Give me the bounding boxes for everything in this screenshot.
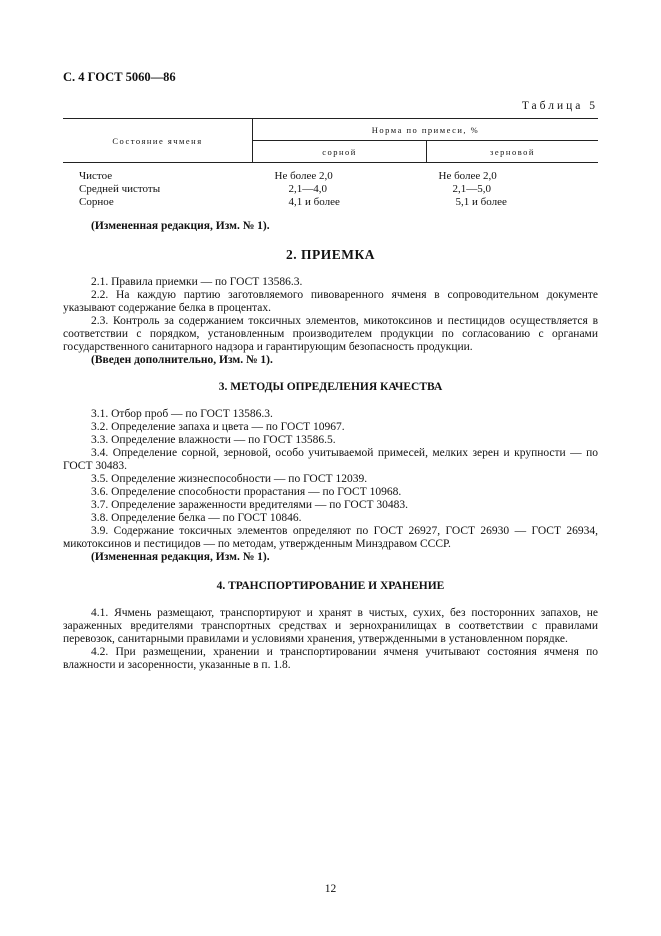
list-item: 3.5. Определение жизнеспособности — по ГОСТ 12039.: [91, 473, 368, 485]
header-norm: Норма по примеси, %: [253, 119, 599, 141]
page-header: С. 4 ГОСТ 5060—86: [63, 70, 176, 84]
cell-state: Средней чистоты: [79, 183, 161, 195]
table-impurity-norms: [63, 118, 598, 209]
cell-grain: 2,1—5,0: [452, 183, 491, 195]
table-row: [63, 163, 598, 184]
paragraph: 4.1. Ячмень размещают, транспортируют и хранят в чистых, сухих, без посторонних запахов, не зараженных вредителями транспортных средствах и зернохранилищах в соответствии с правилами перевозок, санитарными правилами и условиями хранения, утвержденными в установленном порядке.: [63, 607, 598, 645]
paragraph: 2.1. Правила приемки — по ГОСТ 13586.3.: [91, 276, 303, 288]
amendment-note: (Введен дополнительно, Изм. № 1).: [91, 354, 273, 366]
list-item: 3.2. Определение запаха и цвета — по ГОСТ 10967.: [91, 421, 345, 433]
list-item: 3.6. Определение способности прорастания — по ГОСТ 10968.: [91, 486, 402, 498]
paragraph: 2.3. Контроль за содержанием токсичных элементов, микотоксинов и пестицидов осуществляется в соответствии с порядком, установленным производителем продукции по согласованию с органами государственного санитарного надзора и гарантирующим безопасность продукции.: [63, 315, 598, 353]
list-item: 3.8. Определение белка — по ГОСТ 10846.: [91, 512, 302, 524]
paragraph: 4.2. При размещении, хранении и транспортировании ячменя учитывают состояния ячменя по влажности и засоренности, указанные в п. 1.8.: [63, 646, 598, 671]
list-item: 3.9. Содержание токсичных элементов определяют по ГОСТ 26927, ГОСТ 26930 — ГОСТ 26934, микотоксинов и пестицидов — по методам, утвержденным Минздравом СССР.: [63, 525, 598, 550]
section-title-methods: 3. МЕТОДЫ ОПРЕДЕЛЕНИЯ КАЧЕСТВА: [218, 381, 443, 393]
amendment-note: (Измененная редакция, Изм. № 1).: [91, 220, 270, 232]
list-item: 3.7. Определение зараженности вредителями — по ГОСТ 30483.: [91, 499, 409, 511]
cell-state: Сорное: [79, 196, 114, 208]
list-item: 3.3. Определение влажности — по ГОСТ 13586.5.: [91, 434, 336, 446]
page-number: 12: [324, 883, 337, 895]
header-weed: сорной: [253, 141, 427, 163]
cell-grain: 5,1 и более: [455, 196, 507, 208]
table-row: [63, 183, 598, 196]
amendment-note: (Измененная редакция, Изм. № 1).: [91, 551, 270, 563]
list-item: 3.1. Отбор проб — по ГОСТ 13586.3.: [91, 408, 273, 420]
paragraph: 2.2. На каждую партию заготовляемого пивоваренного ячменя в сопроводительном документе указывают содержание белка в процентах.: [63, 289, 598, 314]
header-state: Состояние ячменя: [63, 119, 253, 163]
cell-state: Чистое: [79, 170, 113, 182]
table-row: [63, 196, 598, 209]
cell-grain: Не более 2,0: [438, 170, 497, 182]
list-item: 3.4. Определение сорной, зерновой, особо учитываемой примесей, мелких зерен и крупности — по ГОСТ 30483.: [63, 447, 598, 472]
table-label: Таблица 5: [521, 100, 598, 112]
section-title-acceptance: 2. ПРИЕМКА: [285, 247, 376, 262]
section-title-transport: 4. ТРАНСПОРТИРОВАНИЕ И ХРАНЕНИЕ: [216, 580, 445, 592]
cell-weed: 2,1—4,0: [288, 183, 327, 195]
header-grain: зерновой: [427, 141, 599, 163]
cell-weed: 4,1 и более: [288, 196, 340, 208]
cell-weed: Не более 2,0: [274, 170, 333, 182]
